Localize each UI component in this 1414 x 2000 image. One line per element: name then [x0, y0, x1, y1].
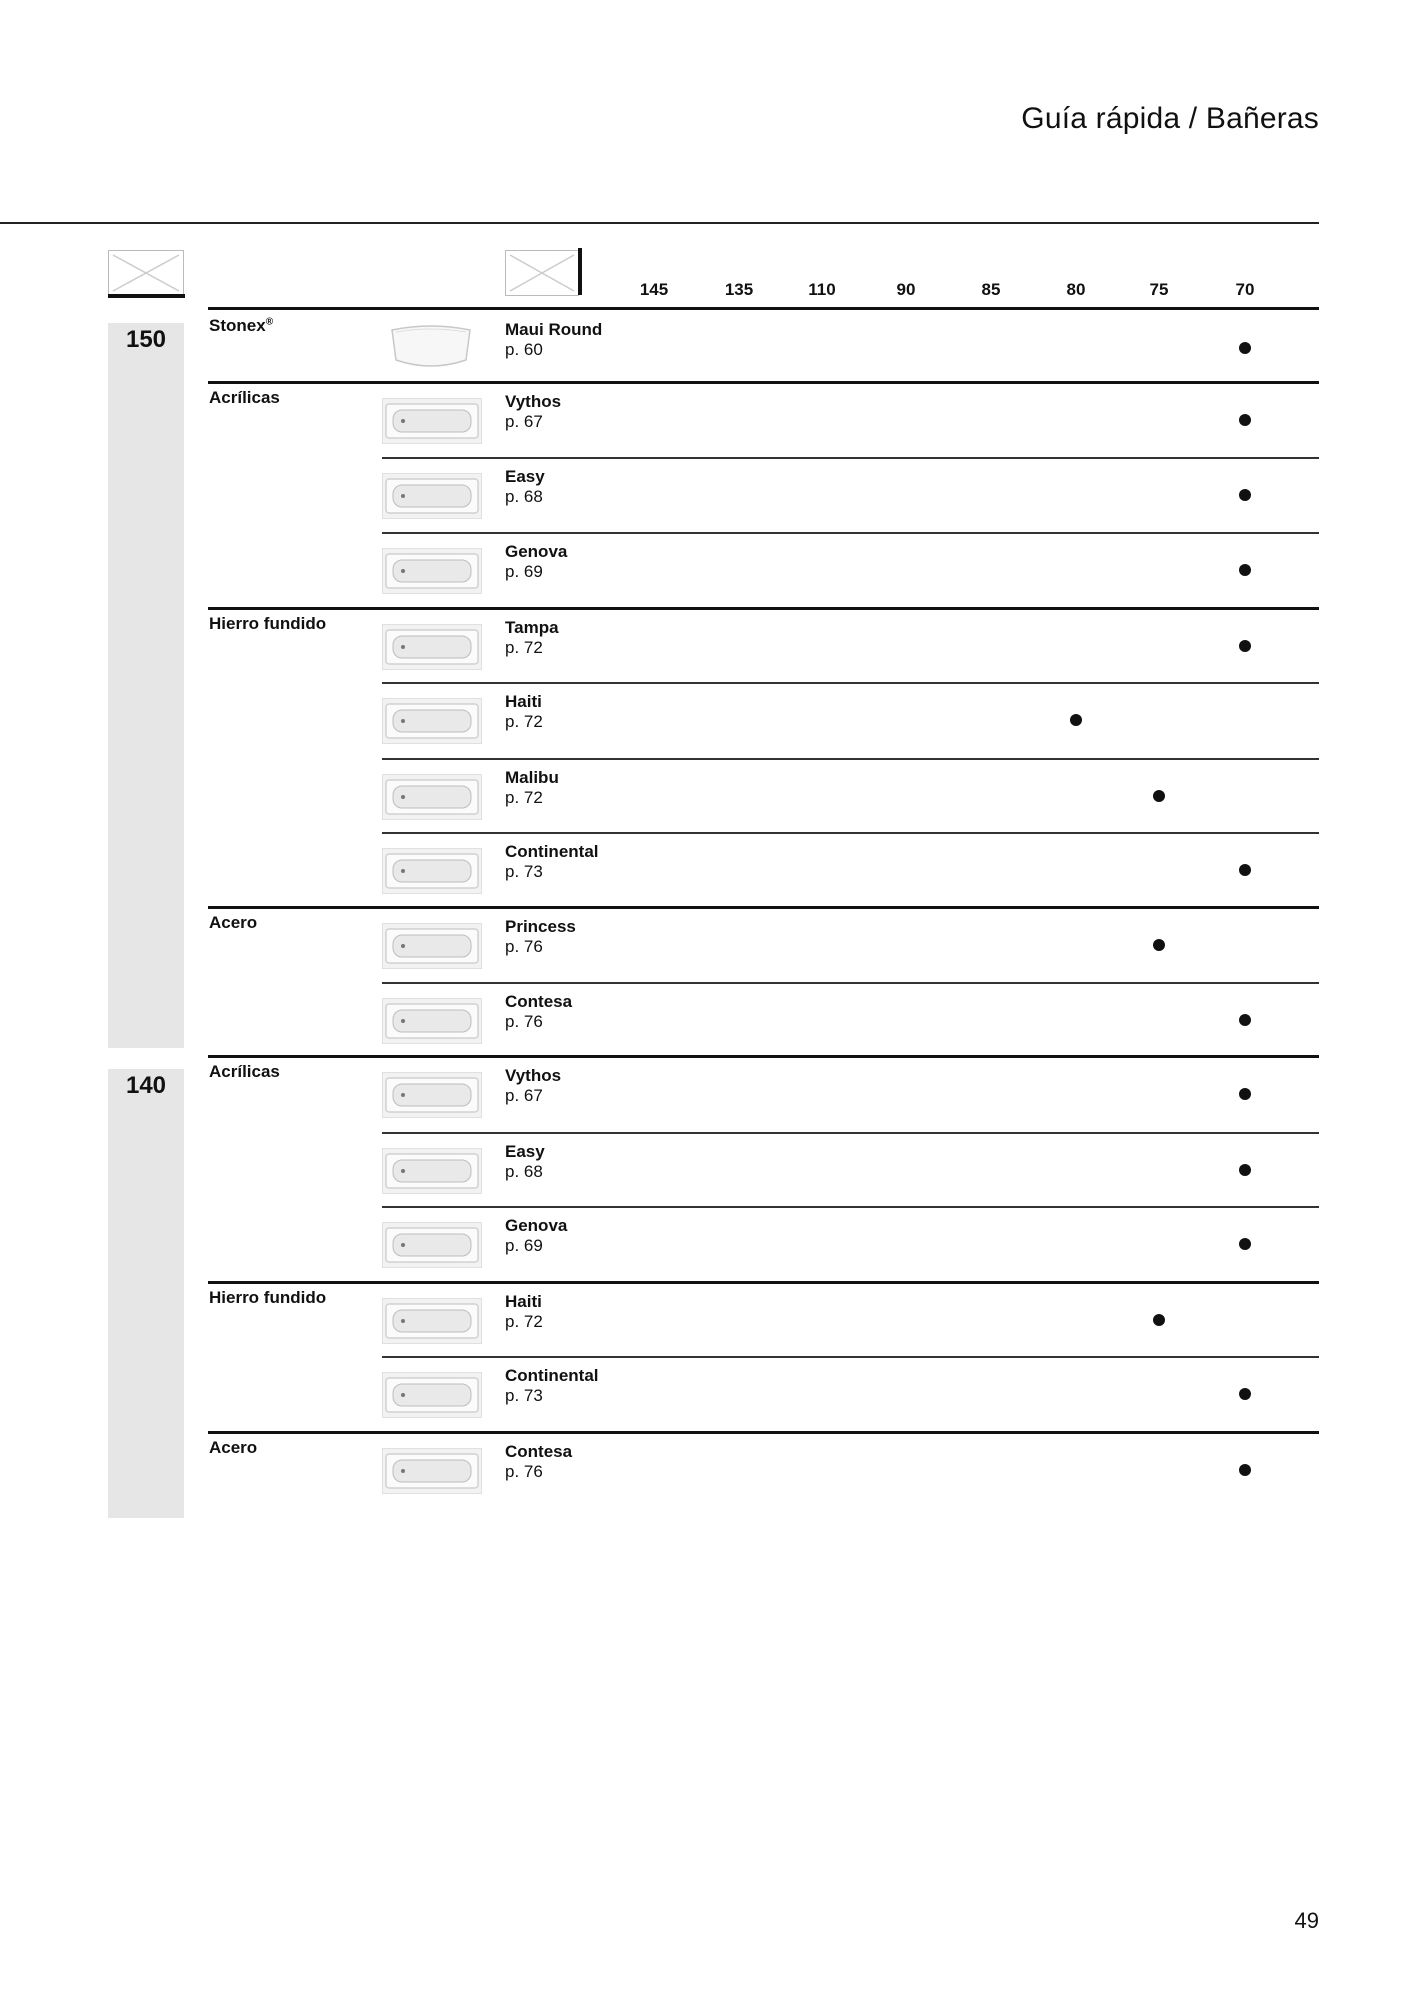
product-page-ref: p. 67 [505, 1086, 543, 1105]
category-label [209, 1438, 257, 1458]
category-name: Stonex [209, 316, 266, 335]
product-page-ref: p. 67 [505, 412, 543, 431]
availability-dot [1239, 1238, 1251, 1250]
item-rule [382, 682, 1319, 684]
product-name: Contesa [505, 992, 573, 1011]
product-name: Vythos [505, 392, 562, 411]
item-rule [382, 532, 1319, 534]
bathtub-image [382, 1222, 482, 1268]
availability-dot [1153, 939, 1165, 951]
width-column-header: 145 [639, 280, 669, 299]
length-section-bar [108, 1069, 184, 1518]
bathtub-image [382, 1448, 482, 1494]
bathtub-image [382, 398, 482, 444]
length-dimension-icon [108, 250, 184, 296]
category-rule [208, 1055, 1319, 1058]
availability-dot [1239, 640, 1251, 652]
item-rule [382, 1356, 1319, 1358]
width-column-header: 75 [1149, 280, 1169, 299]
category-label [209, 913, 257, 933]
availability-dot [1239, 1164, 1251, 1176]
category-name: Acrílicas [209, 388, 280, 407]
availability-dot [1070, 714, 1082, 726]
product-name: Malibu [505, 768, 559, 787]
product-name: Maui Round [505, 320, 603, 339]
product-name: Tampa [505, 618, 559, 637]
width-indicator-bar [578, 248, 582, 295]
item-rule [382, 832, 1319, 834]
header-rule [208, 307, 1319, 310]
availability-dot [1239, 1014, 1251, 1026]
bathtub-image [382, 1298, 482, 1344]
product-name: Contesa [505, 1442, 573, 1461]
category-label [209, 316, 273, 336]
category-name: Hierro fundido [209, 614, 327, 633]
availability-dot [1239, 414, 1251, 426]
width-dimension-icon [505, 250, 579, 296]
category-name: Acero [209, 1438, 258, 1457]
product-name: Genova [505, 1216, 568, 1235]
width-column-header: 90 [896, 280, 916, 299]
category-rule [208, 381, 1319, 384]
product-page-ref: p. 76 [505, 1462, 543, 1481]
category-rule [208, 1431, 1319, 1434]
product-page-ref: p. 68 [505, 487, 543, 506]
product-name: Continental [505, 1366, 599, 1385]
width-column-header: 85 [981, 280, 1001, 299]
availability-dot [1239, 489, 1251, 501]
availability-dot [1239, 864, 1251, 876]
category-rule [208, 1281, 1319, 1284]
width-column-header: 80 [1066, 280, 1086, 299]
category-name: Hierro fundido [209, 1288, 327, 1307]
registered-mark: ® [265, 316, 274, 328]
bathtub-image [382, 848, 482, 894]
item-rule [382, 457, 1319, 459]
product-name: Genova [505, 542, 568, 561]
product-name: Easy [505, 467, 545, 486]
availability-dot [1239, 564, 1251, 576]
length-section-bar [108, 323, 184, 1048]
item-rule [382, 982, 1319, 984]
availability-dot [1153, 790, 1165, 802]
bathtub-image [382, 774, 482, 820]
product-page-ref: p. 76 [505, 1012, 543, 1031]
top-rule [0, 222, 1319, 224]
bathtub-image [382, 923, 482, 969]
availability-dot [1153, 1314, 1165, 1326]
availability-dot [1239, 1464, 1251, 1476]
page-title: Guía rápida / Bañeras [1021, 102, 1319, 135]
product-page-ref: p. 72 [505, 788, 543, 807]
item-rule [382, 1132, 1319, 1134]
category-name: Acrílicas [209, 1062, 280, 1081]
product-page-ref: p. 76 [505, 937, 543, 956]
product-name: Vythos [505, 1066, 562, 1085]
length-section-label: 140 [125, 1072, 167, 1099]
product-page-ref: p. 60 [505, 340, 543, 359]
length-indicator-bar [108, 294, 185, 298]
product-page-ref: p. 73 [505, 862, 543, 881]
product-page-ref: p. 73 [505, 1386, 543, 1405]
width-column-header: 135 [724, 280, 754, 299]
category-label [209, 1288, 326, 1308]
freestanding-tub-image [382, 318, 480, 376]
bathtub-image [382, 998, 482, 1044]
product-name: Haiti [505, 692, 542, 711]
category-rule [208, 906, 1319, 909]
product-page-ref: p. 72 [505, 712, 543, 731]
item-rule [382, 1206, 1319, 1208]
bathtub-image [382, 548, 482, 594]
availability-dot [1239, 1088, 1251, 1100]
item-rule [382, 758, 1319, 760]
product-name: Continental [505, 842, 599, 861]
product-name: Easy [505, 1142, 545, 1161]
category-name: Acero [209, 913, 258, 932]
bathtub-image [382, 1148, 482, 1194]
bathtub-image [382, 624, 482, 670]
category-label [209, 1062, 280, 1082]
page-number: 49 [1294, 1908, 1319, 1933]
category-label [209, 614, 326, 634]
width-column-header: 70 [1235, 280, 1255, 299]
bathtub-image [382, 1372, 482, 1418]
availability-dot [1239, 342, 1251, 354]
category-label [209, 388, 280, 408]
category-rule [208, 607, 1319, 610]
product-page-ref: p. 72 [505, 638, 543, 657]
bathtub-image [382, 473, 482, 519]
product-page-ref: p. 69 [505, 562, 543, 581]
availability-dot [1239, 1388, 1251, 1400]
bathtub-image [382, 698, 482, 744]
product-name: Haiti [505, 1292, 542, 1311]
length-section-label: 150 [125, 326, 167, 353]
product-page-ref: p. 72 [505, 1312, 543, 1331]
product-page-ref: p. 69 [505, 1236, 543, 1255]
product-page-ref: p. 68 [505, 1162, 543, 1181]
width-column-header: 110 [808, 280, 836, 299]
bathtub-image [382, 1072, 482, 1118]
product-name: Princess [505, 917, 576, 936]
